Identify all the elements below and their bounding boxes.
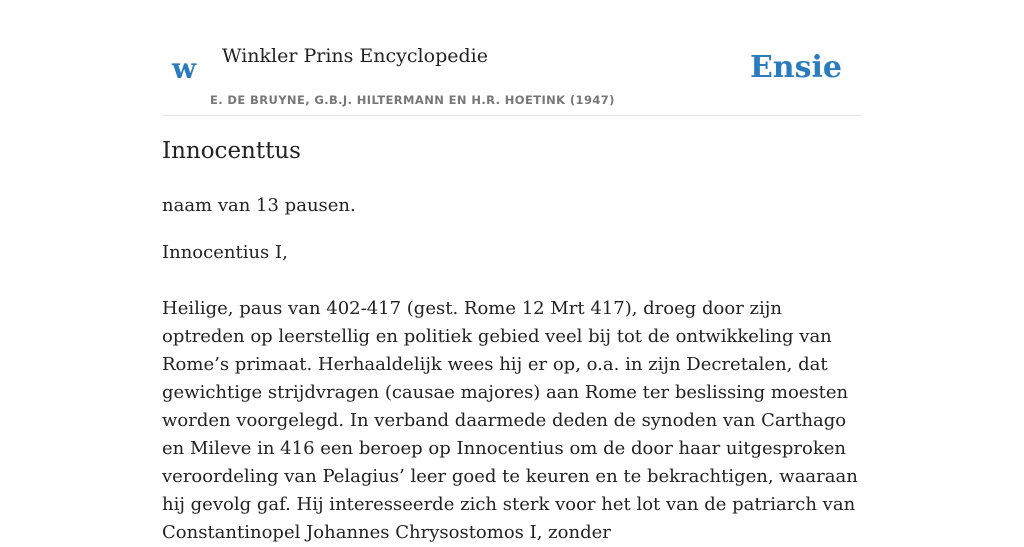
- entry-title: Innocenttus: [162, 138, 301, 164]
- publication-authors: E. DE BRUYNE, G.B.J. HILTERMANN EN H.R. HOETINK (1947): [210, 93, 615, 107]
- article-paragraph: naam van 13 pausen.: [162, 195, 356, 216]
- ensie-brand-logo[interactable]: Ensie: [749, 50, 842, 85]
- publication-logo-icon[interactable]: w: [172, 52, 197, 85]
- article-paragraph: Heilige, paus van 402-417 (gest. Rome 12 Mrt 417), droeg door zijn optreden op leerstellig en politiek gebied veel bij tot de ontwikkeling van Rome’s primaat. Herhaaldelijk wees hij er op, o.a. in zijn Decretalen, dat gewichtige strijdvragen (causae majores) aan Rome ter beslissing moesten worden voorgelegd. In verband daarmede deden de synoden van Carthago en Mileve in 416 een beroep op Innocentius om de door haar uitgesproken veroordeling van Pelagius’ leer goed te keuren en te bekrachtigen, waaraan hij gevolg gaf. Hij interesseerde zich sterk voor het lot van de patriarch van Constantinopel Johannes Chrysostomos I, zonder: [162, 298, 858, 543]
- publication-title[interactable]: Winkler Prins Encyclopedie: [222, 45, 488, 67]
- page-container: [162, 0, 862, 543]
- article-paragraph: Innocentius I,: [162, 242, 288, 263]
- page-header: [162, 0, 862, 116]
